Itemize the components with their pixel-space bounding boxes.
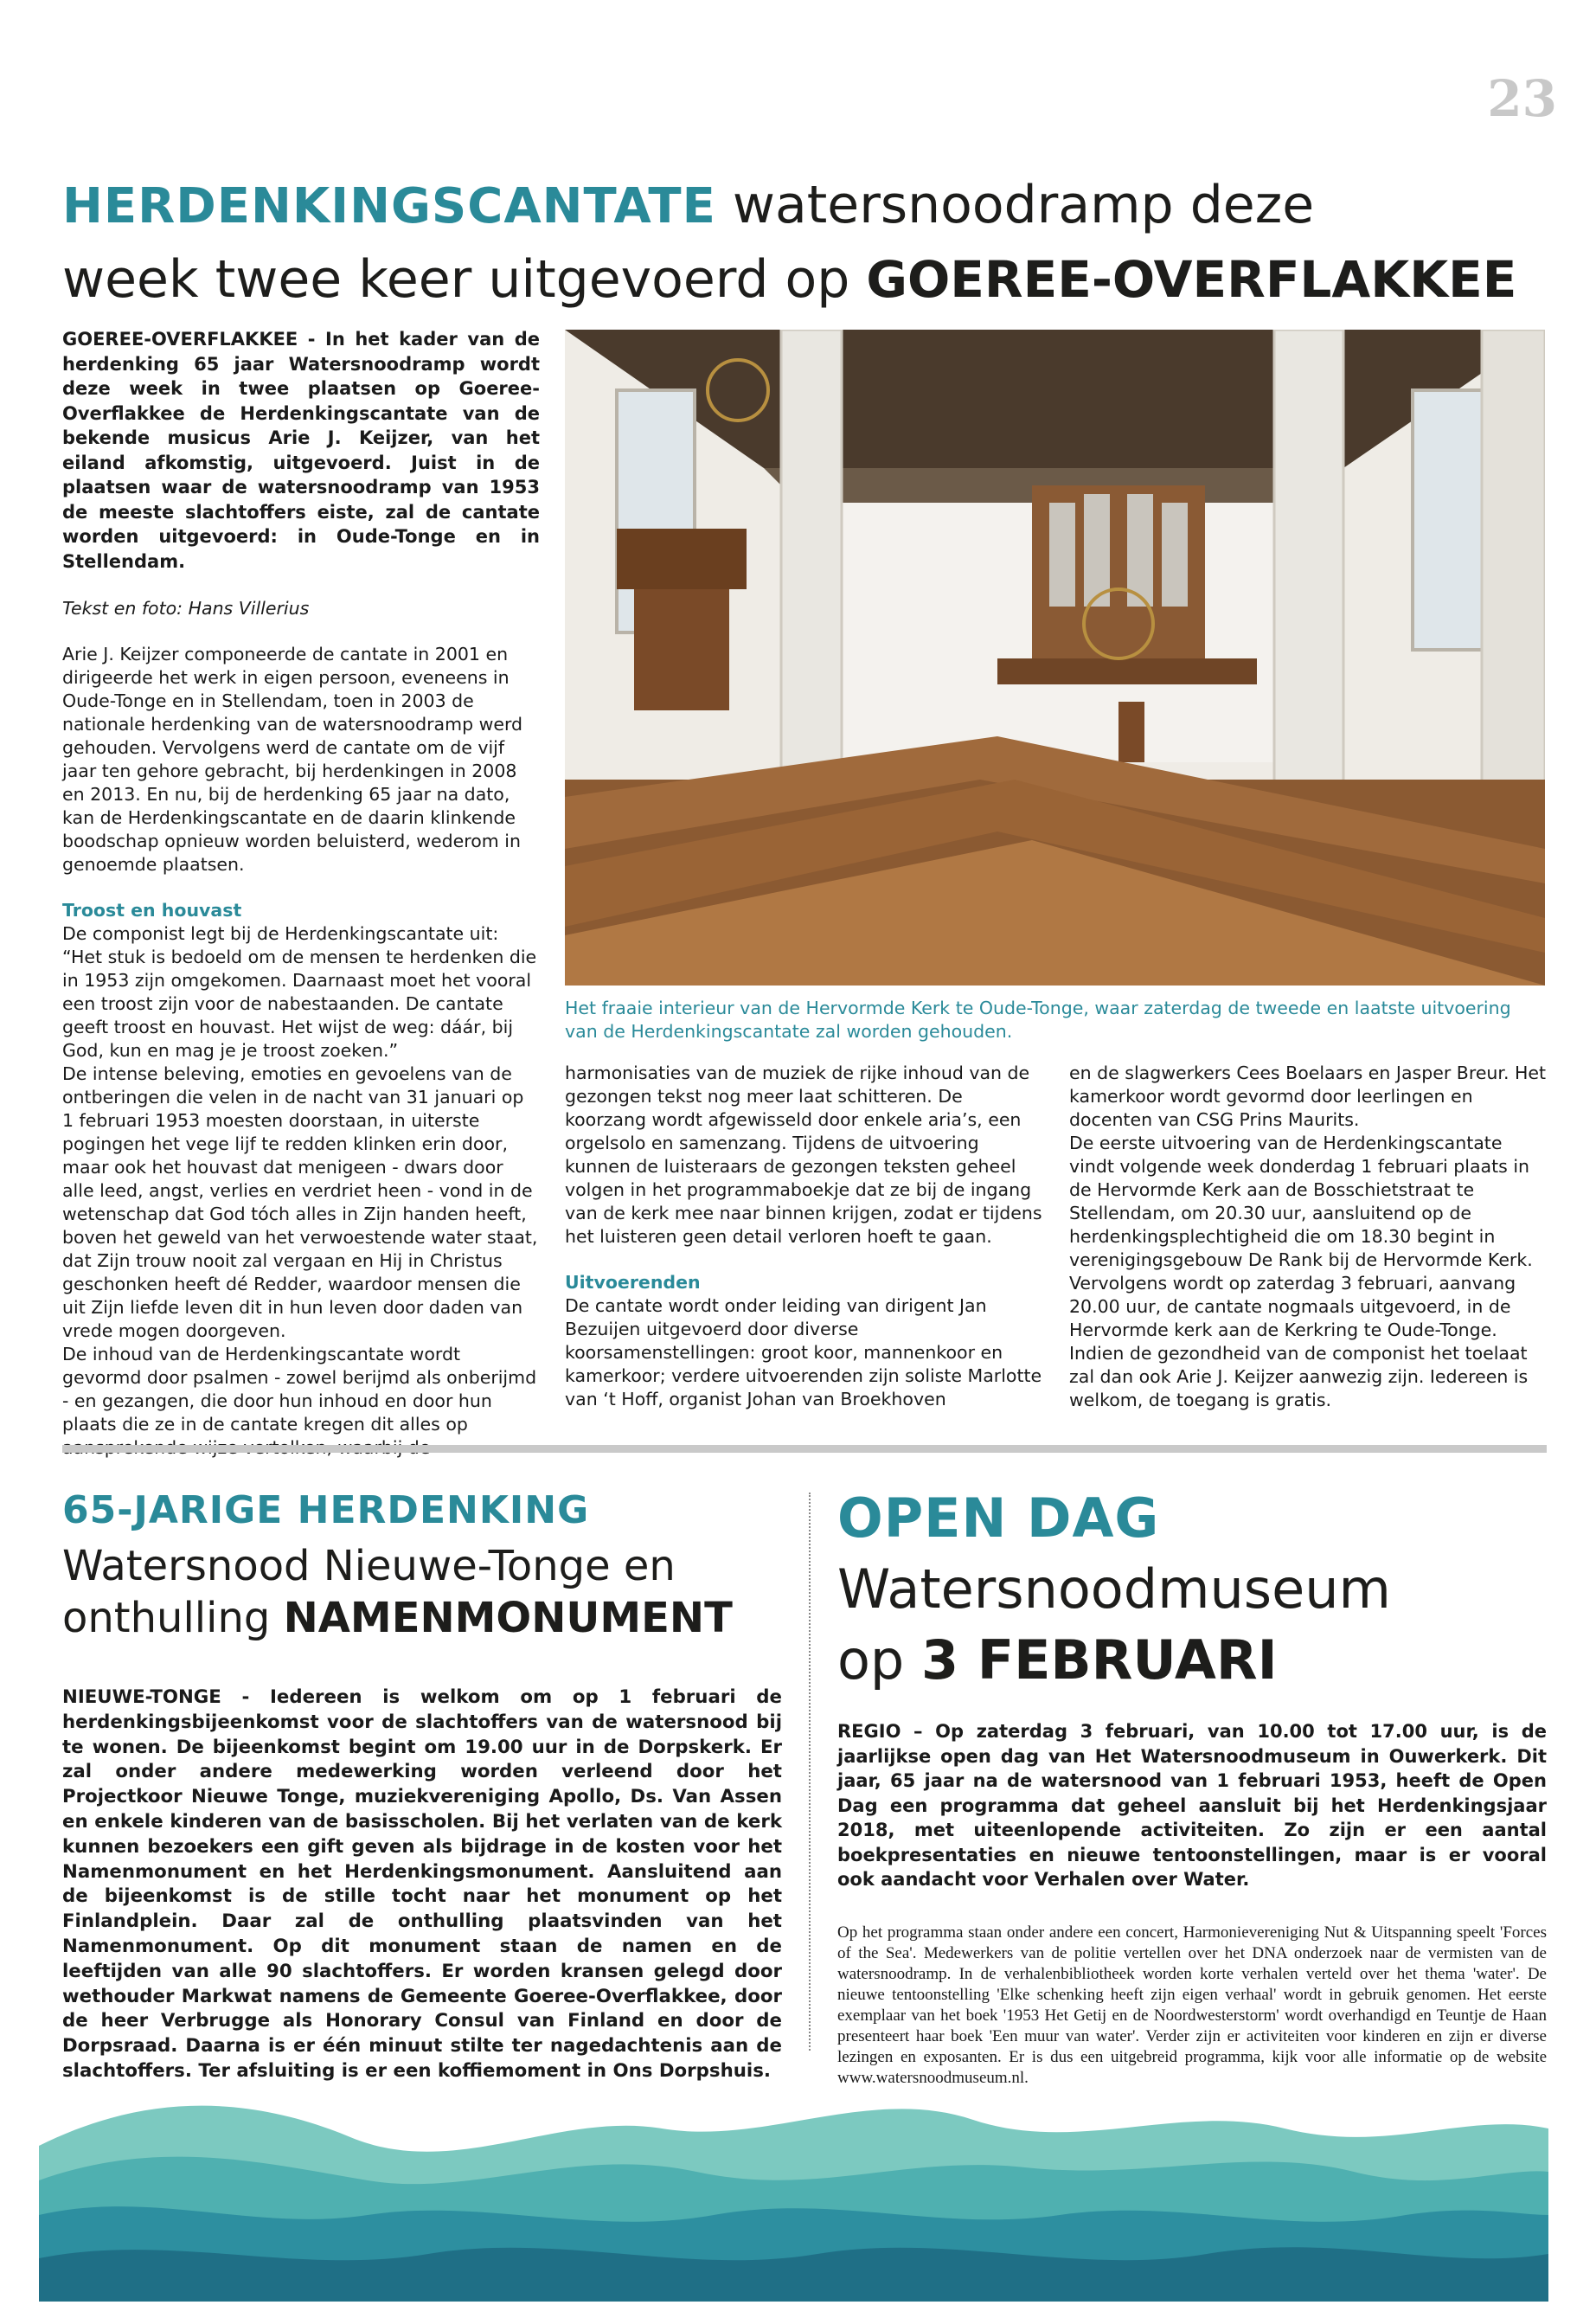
headline-line: Watersnoodmuseum [837,1557,1391,1621]
main-headline [62,169,1550,316]
section-divider [62,1445,1547,1453]
paragraph: en de slagwerkers Cees Boelaars en Jasper Breur. Het kamerkoor wordt gevormd door leerlingen en docenten van CSG Prins Maurits. [1069,1063,1547,1130]
paragraph: harmonisaties van de muziek de rijke inhoud van de gezongen tekst nog meer laat schitteren. De koorzang wordt afgewisseld door enkele aria’s, een orgelsolo en samenzang. Tijdens de uitvoering kunnen de luisteraars de gezongen teksten geheel volgen in het programmaboekje dat ze bij de ingang van de kerk mee naar binnen krijgen, zodat er tijdens het luisteren geen detail verloren hoeft te gaan. [565,1063,1042,1247]
headline-text-2: week twee keer uitgevoerd op [62,249,867,310]
main-lead: GOEREE-OVERFLAKKEE - In het kader van de herdenking 65 jaar Watersnoodramp wordt deze week in twee plaatsen op Goeree-Overflakkee de Herdenkingscantate van de bekende musicus Arie J. Keijzer, van het eiland afkomstig, uitgevoerd. Juist in de plaatsen waar de watersnoodramp van 1953 de meeste slachtoffers eiste, zal de cantate worden uitgevoerd: in Oude-Tonge en in Stellendam. [62,329,540,572]
headline-region: GOEREE-OVERFLAKKEE [866,250,1517,309]
article-65-kicker: 65-JARIGE HERDENKING [62,1488,590,1532]
article-65-headline [62,1540,789,1644]
church-interior-illustration [565,330,1545,986]
headline-line: Watersnood Nieuwe-Tonge en [62,1542,676,1590]
page-number: 23 [1487,69,1557,128]
open-dag-body: Op het programma staan onder andere een concert, Harmonievereniging Nut & Uitspanning speelt 'Forces of the Sea'. Medewerkers van de politie vertellen over het DNA onderzoek naar de vermisten van de watersnoodramp. In de verhalenbibliotheek worden korte verhalen verteld over het thema 'water'. De nieuwe tentoonstelling 'Elke schenking heeft zijn eigen verhaal' wordt in gebruik genomen. Het eerste exemplaar van het boek '1953 Het Getij en de Noordwesterstorm' wordt overhandigd en Teuntje de Haan presenteert haar boek 'Een muur van water'. Verder zijn er activiteiten voor kinderen en zijn er diverse lezingen en exposanten. Er is dus een uitgebreid programma, kijk voor alle informatie op de website www.watersnoodmuseum.nl. [837,1923,1547,2087]
paragraph: Arie J. Keijzer componeerde de cantate in 2001 en dirigeerde het werk in eigen persoon, eveneens in Oude-Tonge en in Stellendam, toen in 2003 de nationale herdenking van de watersnoodramp werd gehouden. Vervolgens werd de cantate om de vijf jaar ten gehore gebracht, bij herdenkingen in 2008 en 2013. En nu, bij de herdenking 65 jaar na dato, kan de Herdenkingscantate en de daarin klinkende boodschap opnieuw worden beluisterd, wederom in genoemde plaatsen. [62,644,523,875]
main-article-column-3 [1069,1062,1547,1412]
article-65-body: NIEUWE-TONGE - Iedereen is welkom om op 1 februari de herdenkingsbijeenkomst voor de slachtoffers van de watersnood bij te wonen. De bijeenkomst begint om 19.00 uur in de Dorpskerk. Er zal onder andere medewerking worden verleend door het Projectkoor Nieuwe Tonge, muziekvereniging Apollo, Ds. Van Assen en enkele kinderen van de basisscholen. Bij het verlaten van de kerk kunnen bezoekers een gift geven als bijdrage in de kosten voor het Namenmonument en het Herdenkingsmonument. Aansluitend aan de bijeenkomst is de stille tocht naar het monument op het Finlandplein. Daar zal de onthulling plaatsvinden van het Namenmonument. Op dit monument staan de namen en de leeftijden van alle 90 slachtoffers. Er worden kransen gelegd door wethouder Markwat namens de Gemeente Goeree-Overflakkee, door de heer Verbrugge als Honorary Consul van Finland en door de Dorpsraad. Daarna is er één minuut stilte ter nagedachtenis aan de slachtoffers. Ter afsluiting is er een koffiemoment in Ons Dorpshuis. [62,1686,782,2082]
column-divider [809,1493,811,2051]
paragraph: De eerste uitvoering van de Herdenkingscantate vindt volgende week donderdag 1 februari plaats in de Hervormde Kerk aan de Bosschietstraat te Stellendam, om 20.30 uur, aansluitend op de herdenkingsplechtigheid die om 18.30 begint in verenigingsgebouw De Rank bij de Hervormde Kerk. Vervolgens wordt op zaterdag 3 februari, aanvang 20.00 uur, de cantate nogmaals uitgevoerd, in de Hervormde kerk aan de Kerkring te Oude-Tonge. Indien de gezondheid van de componist het toelaat zal dan ook Arie J. Keijzer aanwezig zijn. Iedereen is welkom, de toegang is gratis. [1069,1133,1533,1410]
headline-keyword: HERDENKINGSCANTATE [62,178,716,234]
paragraph: De inhoud van de Herdenkingscantate wordt gevormd door psalmen - zowel berijmd als onberijmd - en gezangen, die door hun inhoud en door hun plaats die ze in de cantate kregen dit alles op [62,1344,537,1435]
church-interior-photo [565,330,1545,986]
paragraph: De intense beleving, emoties en gevoelens van de ontberingen die velen in de nacht van 31 januari op 1 februari 1953 moesten doorstaan, in uiterste pogingen het vege lijf te redden klinken erin door, maar ook het houvast dat menigeen - dwars door alle leed, angst, verlies en verdriet heen - vond in de wetenschap dat God tóch alles in Zijn handen heeft, boven het geweld van het verwoestende water staat, dat Zijn trouw nooit zal vergaan en Hij in Christus geschonken heeft dé Redder, waardoor mensen die uit Zijn liefde leven dit in hun leven door daden van vrede mogen doorgeven. [62,1063,538,1341]
open-dag-headline [837,1554,1547,1696]
paragraph: De cantate wordt onder leiding van dirigent Jan Bezuijen uitgevoerd door diverse koorsamenstellingen: groot koor, mannenkoor en kamerkoor; verdere uitvoerenden zijn soliste Marlotte van ‘t Hoff, organist Johan van Broekhoven [565,1295,1042,1409]
paragraph: De componist legt bij de Herdenkingscantate uit: “Het stuk is bedoeld om de mensen te herdenken die in 1953 zijn omgekomen. Daarnaast moet het vooral een troost zijn voor de nabestaanden. De cantate geeft troost en houvast. Het wijst de weg: dáár, bij God, kun en mag je je troost zoeken.” [62,923,537,1061]
headline-line: op [837,1628,921,1692]
subheading-uitvoerenden: Uitvoerenden [565,1272,701,1293]
waves-illustration [39,2085,1548,2302]
decorative-waves [39,2085,1548,2302]
subheading-troost: Troost en houvast [62,900,242,921]
headline-text-1: watersnoodramp deze [715,175,1315,235]
open-dag-lead: REGIO – Op zaterdag 3 februari, van 10.00 tot 17.00 uur, is de jaarlijkse open dag van Het Watersnoodmuseum in Ouwerkerk. Dit jaar, 65 jaar na de watersnood van 1 februari 1953, heeft de Open Dag een programma dat geheel aansluit bij het Herdenkingsjaar 2018, met uiteenlopende activiteiten. Zo zijn er een aantal boekpresentaties en nieuwe tentoonstellingen, maar is er vooral ook aandacht voor Verhalen over Water. [837,1721,1547,1890]
open-dag-kicker: OPEN DAG [837,1486,1160,1550]
byline: Tekst en foto: Hans Villerius [62,598,310,619]
headline-line: onthulling [62,1594,284,1642]
headline-emphasis: 3 FEBRUARI [921,1628,1278,1692]
headline-emphasis: NAMENMONUMENT [283,1594,733,1642]
main-article-column-2 [565,1062,1045,1411]
main-article-column-1 [62,327,540,1460]
photo-caption: Het fraaie interieur van de Hervormde Kerk te Oude-Tonge, waar zaterdag de tweede en laatste uitvoering van de Herdenkingscantate zal worden gehouden. [565,998,1511,1042]
